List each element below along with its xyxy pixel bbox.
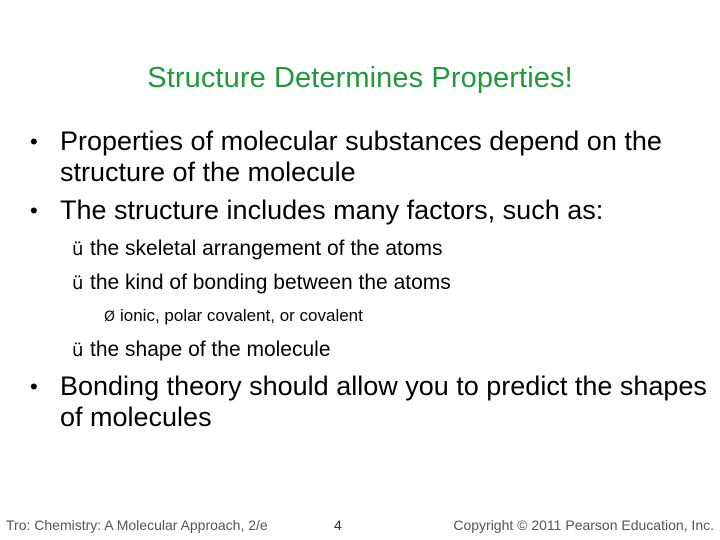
- sub-item: [72, 236, 443, 262]
- sub-item-text: the skeletal arrangement of the atoms: [90, 237, 443, 260]
- footer-copyright: Copyright © 2011 Pearson Education, Inc.: [453, 517, 714, 533]
- bullet-icon: •: [30, 374, 38, 399]
- sub-item: [72, 337, 331, 363]
- sub-item: [72, 270, 451, 296]
- page-number: 4: [334, 517, 342, 533]
- sub-item-text: the shape of the molecule: [90, 338, 331, 361]
- checkmark-icon: ü: [72, 239, 84, 260]
- sub-sub-item-text: ionic, polar covalent, or covalent: [120, 306, 363, 325]
- bullet-icon: •: [30, 129, 38, 154]
- bullet-text: The structure includes many factors, such as:: [60, 195, 604, 225]
- sub-item-text: the kind of bonding between the atoms: [90, 271, 451, 294]
- arrow-icon: Ø: [104, 309, 116, 325]
- bullet-icon: •: [30, 198, 38, 223]
- bullet-text: Properties of molecular substances depend on the structure of the molecule: [60, 126, 662, 187]
- sub-sub-item: [104, 305, 363, 328]
- footer-source: Tro: Chemistry: A Molecular Approach, 2/e: [6, 517, 268, 533]
- checkmark-icon: ü: [72, 340, 84, 361]
- checkmark-icon: ü: [72, 273, 84, 294]
- bullet-text: Bonding theory should allow you to predict the shapes of molecules: [60, 371, 707, 432]
- slide-title: Structure Determines Properties!: [147, 62, 573, 94]
